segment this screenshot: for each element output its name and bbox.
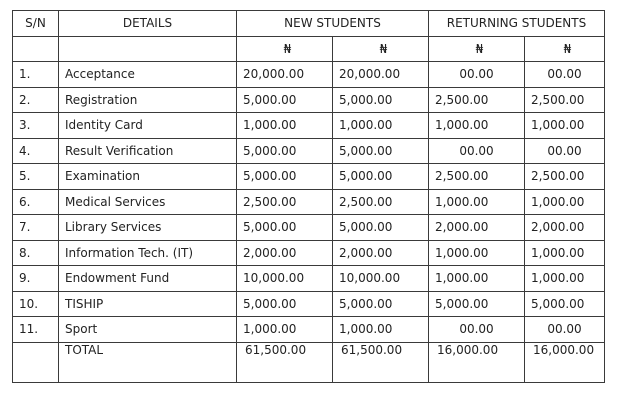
row-returning-1: 2,500.00 xyxy=(429,87,525,113)
row-new-1: 5,000.00 xyxy=(237,215,333,241)
row-new-2: 5,000.00 xyxy=(333,164,429,190)
fees-table xyxy=(12,10,605,383)
row-details: Sport xyxy=(59,317,237,343)
row-returning-2: 1,000.00 xyxy=(525,240,605,266)
row-new-1: 1,000.00 xyxy=(237,113,333,139)
fee-row xyxy=(13,164,605,190)
row-returning-1: 00.00 xyxy=(429,62,525,88)
row-returning-2: 1,000.00 xyxy=(525,113,605,139)
row-sn: 4. xyxy=(13,138,59,164)
row-new-1: 5,000.00 xyxy=(237,87,333,113)
total-empty-sn xyxy=(13,342,59,382)
fee-row xyxy=(13,240,605,266)
row-sn: 5. xyxy=(13,164,59,190)
total-new-1: 61,500.00 xyxy=(237,342,333,382)
row-returning-1: 1,000.00 xyxy=(429,240,525,266)
fee-row xyxy=(13,138,605,164)
currency-symbol: ₦ xyxy=(333,36,429,62)
row-new-2: 5,000.00 xyxy=(333,291,429,317)
fees-table-container xyxy=(12,10,605,383)
total-returning-1: 16,000.00 xyxy=(429,342,525,382)
row-new-1: 1,000.00 xyxy=(237,317,333,343)
row-sn: 9. xyxy=(13,266,59,292)
row-new-1: 20,000.00 xyxy=(237,62,333,88)
row-sn: 8. xyxy=(13,240,59,266)
currency-empty-details xyxy=(59,36,237,62)
currency-symbol: ₦ xyxy=(429,36,525,62)
currency-row xyxy=(13,36,605,62)
row-details: Endowment Fund xyxy=(59,266,237,292)
row-sn: 1. xyxy=(13,62,59,88)
row-returning-2: 00.00 xyxy=(525,317,605,343)
currency-symbol: ₦ xyxy=(525,36,605,62)
header-details: DETAILS xyxy=(59,11,237,37)
total-new-2: 61,500.00 xyxy=(333,342,429,382)
row-sn: 10. xyxy=(13,291,59,317)
row-sn: 11. xyxy=(13,317,59,343)
fee-row xyxy=(13,87,605,113)
row-details: Result Verification xyxy=(59,138,237,164)
fee-row xyxy=(13,189,605,215)
header-sn: S/N xyxy=(13,11,59,37)
row-returning-2: 00.00 xyxy=(525,62,605,88)
row-new-2: 1,000.00 xyxy=(333,317,429,343)
fee-rows xyxy=(13,62,605,343)
row-returning-1: 00.00 xyxy=(429,317,525,343)
row-new-2: 10,000.00 xyxy=(333,266,429,292)
row-details: Library Services xyxy=(59,215,237,241)
row-new-1: 10,000.00 xyxy=(237,266,333,292)
row-returning-2: 00.00 xyxy=(525,138,605,164)
row-sn: 7. xyxy=(13,215,59,241)
currency-empty-sn xyxy=(13,36,59,62)
fee-row xyxy=(13,266,605,292)
row-new-1: 2,000.00 xyxy=(237,240,333,266)
row-new-2: 5,000.00 xyxy=(333,138,429,164)
currency-symbol: ₦ xyxy=(237,36,333,62)
row-returning-2: 2,500.00 xyxy=(525,164,605,190)
row-details: Registration xyxy=(59,87,237,113)
total-row xyxy=(13,342,605,382)
total-label: TOTAL xyxy=(59,342,237,382)
row-returning-2: 2,500.00 xyxy=(525,87,605,113)
row-sn: 3. xyxy=(13,113,59,139)
header-returning-students: RETURNING STUDENTS xyxy=(429,11,605,37)
fee-row xyxy=(13,113,605,139)
row-new-2: 2,000.00 xyxy=(333,240,429,266)
row-new-1: 5,000.00 xyxy=(237,291,333,317)
row-returning-1: 1,000.00 xyxy=(429,266,525,292)
row-details: TISHIP xyxy=(59,291,237,317)
row-new-2: 20,000.00 xyxy=(333,62,429,88)
row-details: Medical Services xyxy=(59,189,237,215)
row-returning-2: 1,000.00 xyxy=(525,189,605,215)
fee-row xyxy=(13,62,605,88)
row-new-2: 5,000.00 xyxy=(333,87,429,113)
row-returning-1: 1,000.00 xyxy=(429,189,525,215)
row-new-2: 2,500.00 xyxy=(333,189,429,215)
row-returning-2: 5,000.00 xyxy=(525,291,605,317)
header-row xyxy=(13,11,605,37)
row-new-2: 1,000.00 xyxy=(333,113,429,139)
row-returning-1: 00.00 xyxy=(429,138,525,164)
row-new-1: 5,000.00 xyxy=(237,138,333,164)
row-details: Identity Card xyxy=(59,113,237,139)
row-details: Acceptance xyxy=(59,62,237,88)
row-returning-2: 1,000.00 xyxy=(525,266,605,292)
row-details: Information Tech. (IT) xyxy=(59,240,237,266)
row-returning-1: 2,000.00 xyxy=(429,215,525,241)
row-returning-2: 2,000.00 xyxy=(525,215,605,241)
total-returning-2: 16,000.00 xyxy=(525,342,605,382)
row-new-1: 5,000.00 xyxy=(237,164,333,190)
row-returning-1: 2,500.00 xyxy=(429,164,525,190)
row-returning-1: 1,000.00 xyxy=(429,113,525,139)
row-new-1: 2,500.00 xyxy=(237,189,333,215)
row-returning-1: 5,000.00 xyxy=(429,291,525,317)
fee-row xyxy=(13,215,605,241)
fee-row xyxy=(13,291,605,317)
header-new-students: NEW STUDENTS xyxy=(237,11,429,37)
fee-row xyxy=(13,317,605,343)
row-sn: 6. xyxy=(13,189,59,215)
row-new-2: 5,000.00 xyxy=(333,215,429,241)
row-sn: 2. xyxy=(13,87,59,113)
row-details: Examination xyxy=(59,164,237,190)
